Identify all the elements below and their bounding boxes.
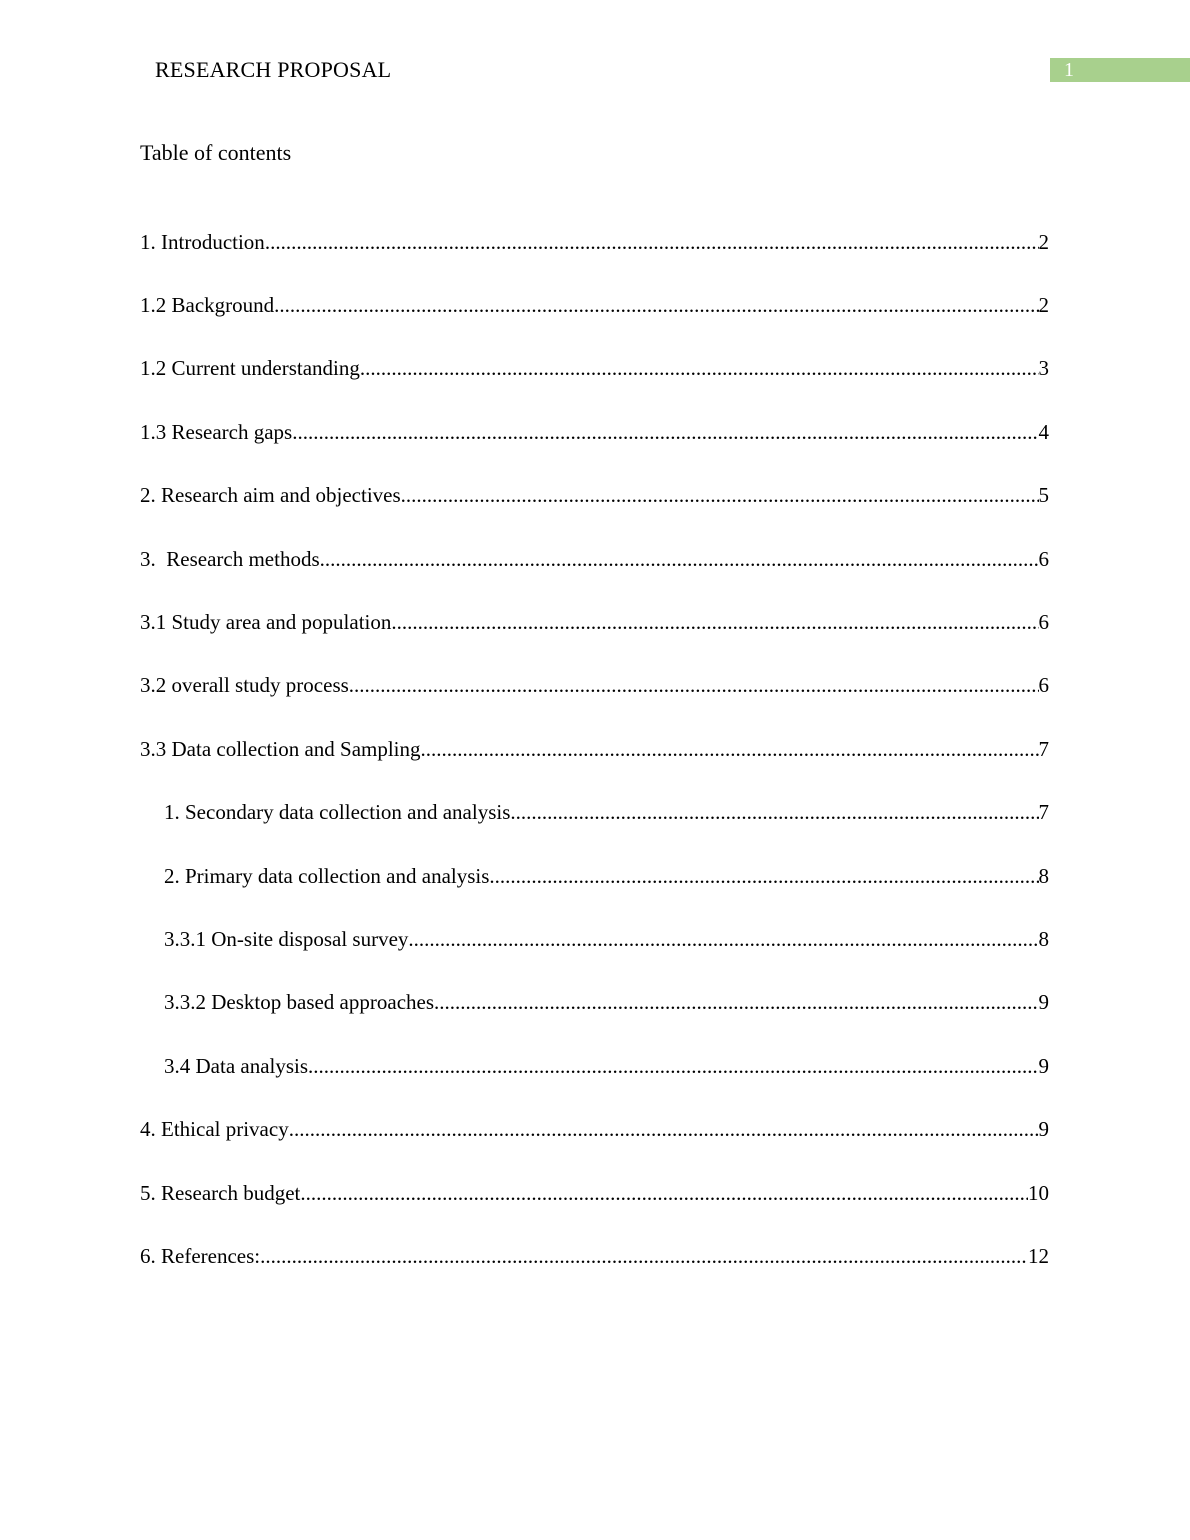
toc-entry-label: 6. References: xyxy=(140,1244,261,1268)
toc-entry-label: 3.1 Study area and population xyxy=(140,610,392,634)
toc-entry-page: 5 xyxy=(1038,483,1049,507)
toc-entry[interactable] xyxy=(164,800,1049,828)
toc-entry-label: 3.2 overall study process xyxy=(140,673,349,697)
toc-dot-leader xyxy=(489,864,1038,889)
toc-entry-page: 2 xyxy=(1038,293,1049,317)
toc-entry[interactable] xyxy=(140,610,1049,638)
toc-entry-page: 9 xyxy=(1038,1054,1049,1078)
toc-entry[interactable] xyxy=(140,420,1049,448)
toc-entry-label: 5. Research budget xyxy=(140,1181,301,1205)
toc-dot-leader xyxy=(265,230,1039,255)
toc-dot-leader xyxy=(421,737,1039,762)
toc-entry-page: 7 xyxy=(1038,800,1049,824)
toc-dot-leader xyxy=(510,800,1038,825)
running-header-title: RESEARCH PROPOSAL xyxy=(155,57,392,82)
toc-entry[interactable] xyxy=(140,1244,1049,1272)
toc-entry[interactable] xyxy=(140,737,1049,765)
toc-entry-label: 1.2 Background xyxy=(140,293,275,317)
toc-dot-leader xyxy=(308,1054,1038,1079)
toc-entry-label: 4. Ethical privacy xyxy=(140,1117,289,1141)
toc-dot-leader xyxy=(289,1117,1039,1142)
toc-entry[interactable] xyxy=(140,673,1049,701)
toc-entry[interactable] xyxy=(140,1117,1049,1145)
toc-entry-label: 3.4 Data analysis xyxy=(164,1054,309,1078)
toc-entry-label: 3.3.2 Desktop based approaches xyxy=(164,990,435,1014)
toc-dot-leader xyxy=(300,1181,1028,1206)
toc-dot-leader xyxy=(260,1244,1028,1269)
toc-entry-page: 6 xyxy=(1038,610,1049,634)
toc-entry-page: 9 xyxy=(1038,990,1049,1014)
toc-entry[interactable] xyxy=(164,990,1049,1018)
toc-entry[interactable] xyxy=(140,483,1049,511)
toc-entry[interactable] xyxy=(140,230,1049,258)
toc-entry-page: 3 xyxy=(1038,356,1049,380)
toc-entry-page: 6 xyxy=(1038,673,1049,697)
toc-dot-leader xyxy=(349,673,1039,698)
toc-dot-leader xyxy=(408,927,1038,952)
toc-entry[interactable] xyxy=(164,1054,1049,1082)
toc-entry-page: 9 xyxy=(1038,1117,1049,1141)
toc-entry-label: 2. Primary data collection and analysis xyxy=(164,864,490,888)
toc-entry-page: 4 xyxy=(1038,420,1049,444)
toc-entry[interactable] xyxy=(164,927,1049,955)
toc-dot-leader xyxy=(434,990,1038,1015)
toc-entry[interactable] xyxy=(140,1181,1049,1209)
toc-dot-leader xyxy=(274,293,1038,318)
toc-entry[interactable] xyxy=(140,547,1049,575)
toc-dot-leader xyxy=(320,547,1039,572)
toc-entry-label: 2. Research aim and objectives xyxy=(140,483,401,507)
toc-entry-page: 7 xyxy=(1038,737,1049,761)
toc-entry-label: 1.2 Current understanding xyxy=(140,356,360,380)
toc-entry[interactable] xyxy=(140,356,1049,384)
toc-heading: Table of contents xyxy=(140,140,292,165)
toc-entry[interactable] xyxy=(140,293,1049,321)
toc-entry-label: 1. Secondary data collection and analysis xyxy=(164,800,511,824)
toc-entry[interactable] xyxy=(164,864,1049,892)
page-number: 1 xyxy=(1064,59,1074,81)
toc-entry-page: 8 xyxy=(1038,927,1049,951)
toc-dot-leader xyxy=(401,483,1039,508)
toc-entry-page: 2 xyxy=(1038,230,1049,254)
toc-entry-page: 10 xyxy=(1028,1181,1049,1205)
toc-entry-label: 3. Research methods xyxy=(140,547,320,571)
toc-entry-label: 1. Introduction xyxy=(140,230,265,254)
toc-dot-leader xyxy=(391,610,1038,635)
toc-entry-page: 6 xyxy=(1038,547,1049,571)
toc-entry-label: 3.3 Data collection and Sampling xyxy=(140,737,421,761)
toc-entry-label: 1.3 Research gaps xyxy=(140,420,293,444)
toc-dot-leader xyxy=(360,356,1039,381)
toc-entry-page: 8 xyxy=(1038,864,1049,888)
toc-entry-label: 3.3.1 On-site disposal survey xyxy=(164,927,409,951)
toc-entry-page: 12 xyxy=(1028,1244,1049,1268)
toc-dot-leader xyxy=(292,420,1038,445)
